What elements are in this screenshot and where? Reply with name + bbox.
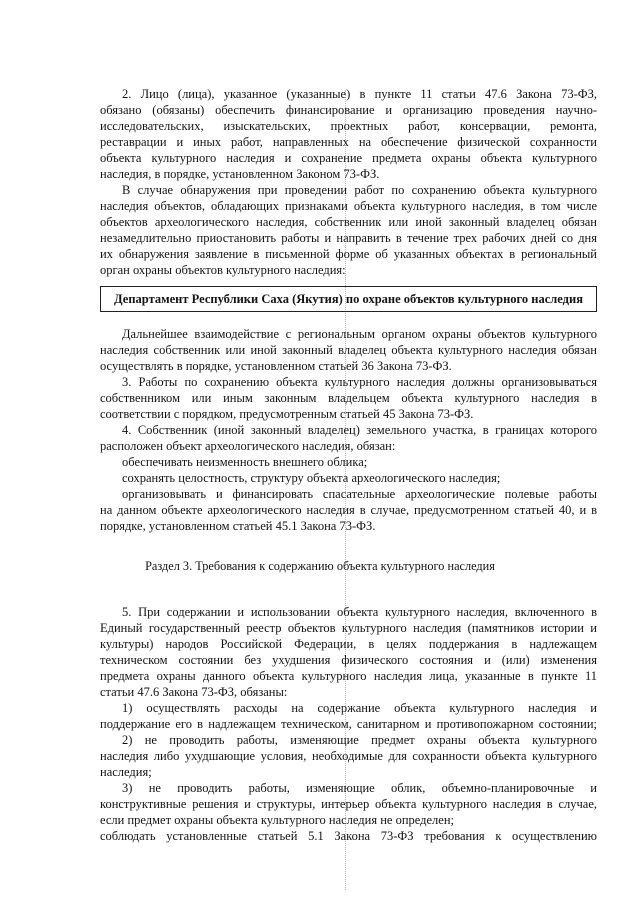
text-line: поддержание его в надлежащем техническом, санитарном и противопожарном состоянии; bbox=[100, 717, 597, 731]
text-line: незамедлительно приостановить работы и направить в течение трех рабочих дней со дня bbox=[100, 231, 597, 245]
text-line: сохранять целостность, структуру объекта археологического наследия; bbox=[122, 471, 501, 485]
text-line: обязано (обязаны) обеспечить финансирование и организацию проведения научно- bbox=[100, 103, 597, 117]
text-line: 1) осуществлять расходы на содержание объекта культурного наследия и bbox=[122, 701, 597, 715]
text-line: порядке, установленном статьей 45.1 Закона 73-ФЗ. bbox=[100, 519, 376, 533]
text-line: объектов археологического наследия, собственник или иной законный владелец обязан bbox=[100, 215, 597, 229]
text-line: собственником или иным законным владельцем объекта культурного наследия в bbox=[100, 391, 597, 405]
text-line: обеспечивать неизменность внешнего облика; bbox=[122, 455, 368, 469]
text-line: наследия либо ухудшающие условия, необходимые для сохранности объекта культурного bbox=[100, 749, 597, 763]
text-line: 2. Лицо (лица), указанное (указанные) в пункте 11 статьи 47.6 Закона 73-ФЗ, bbox=[122, 87, 597, 101]
text-line: 2) не проводить работы, изменяющие предмет охраны объекта культурного bbox=[122, 733, 597, 747]
text-line: Дальнейшее взаимодействие с региональным органом охраны объектов культурного bbox=[122, 327, 597, 341]
department-box bbox=[100, 286, 597, 312]
section-heading: Раздел 3. Требования к содержанию объекта культурного наследия bbox=[145, 559, 495, 573]
text-line: 3. Работы по сохранению объекта культурного наследия должны организовываться bbox=[122, 375, 597, 389]
text-line: статьи 47.6 Закона 73-ФЗ, обязаны: bbox=[100, 685, 288, 699]
text-line: наследия, в порядке, установленном Законом 73-ФЗ. bbox=[100, 167, 380, 181]
text-line: техническом состоянии без ухудшения физического состояния и (или) изменения bbox=[100, 653, 597, 667]
text-line: соблюдать установленные статьей 5.1 Закона 73-ФЗ требования к осуществлению bbox=[100, 829, 597, 843]
text-line: В случае обнаружения при проведении работ по сохранению объекта культурного bbox=[122, 183, 597, 197]
text-line: наследия объектов, обладающих признаками объекта культурного наследия, в том числе bbox=[100, 199, 597, 213]
text-line: на данном объекте археологического наследия в случае, предусмотренном статьей 40, и в bbox=[100, 503, 597, 517]
text-line: соответствии с порядком, предусмотренным статьей 45 Закона 73-ФЗ. bbox=[100, 407, 474, 421]
text-line: конструктивные решения и структуры, интерьер объекта культурного наследия в случае, bbox=[100, 797, 597, 811]
text-line: если предмет охраны объекта культурного наследия не определен; bbox=[100, 813, 455, 827]
text-line: исследовательских, изыскательских, проектных работ, консервации, ремонта, bbox=[100, 119, 597, 133]
text-line: 4. Собственник (иной законный владелец) земельного участка, в границах которого bbox=[122, 423, 597, 437]
text-line: культуры) народов Российской Федерации, в целях поддержания в надлежащем bbox=[100, 637, 597, 651]
text-line: Единый государственный реестр объектов культурного наследия (памятников истории и bbox=[100, 621, 597, 635]
text-line: объекта культурного наследия и сохранение предмета охраны объекта культурного bbox=[100, 151, 597, 165]
text-line: осуществлять в порядке, установленном статьей 36 Закона 73-ФЗ. bbox=[100, 359, 452, 373]
text-line: 3) не проводить работы, изменяющие облик, объемно-планировочные и bbox=[122, 781, 597, 795]
text-line: наследия; bbox=[100, 765, 152, 779]
text-line: наследия собственник или иной законный владелец объекта культурного наследия обязан bbox=[100, 343, 597, 357]
text-line: орган охраны объектов культурного наследия: bbox=[100, 263, 346, 277]
text-line: реставрации и иных работ, направленных на обеспечение физической сохранности bbox=[100, 135, 597, 149]
department-name: Департамент Республики Саха (Якутия) по охране объектов культурного наследия bbox=[114, 291, 583, 306]
text-line: расположен объект археологического наследия, обязан: bbox=[100, 439, 396, 453]
text-line: организовывать и финансировать спасательные археологические полевые работы bbox=[122, 487, 597, 501]
text-line: 5. При содержании и использовании объекта культурного наследия, включенного в bbox=[122, 605, 597, 619]
text-line: их обнаружения заявление в письменной форме об указанных объектах в региональный bbox=[100, 247, 597, 261]
text-line: предмета охраны данного объекта культурного наследия лица, указанные в пункте 11 bbox=[100, 669, 597, 683]
